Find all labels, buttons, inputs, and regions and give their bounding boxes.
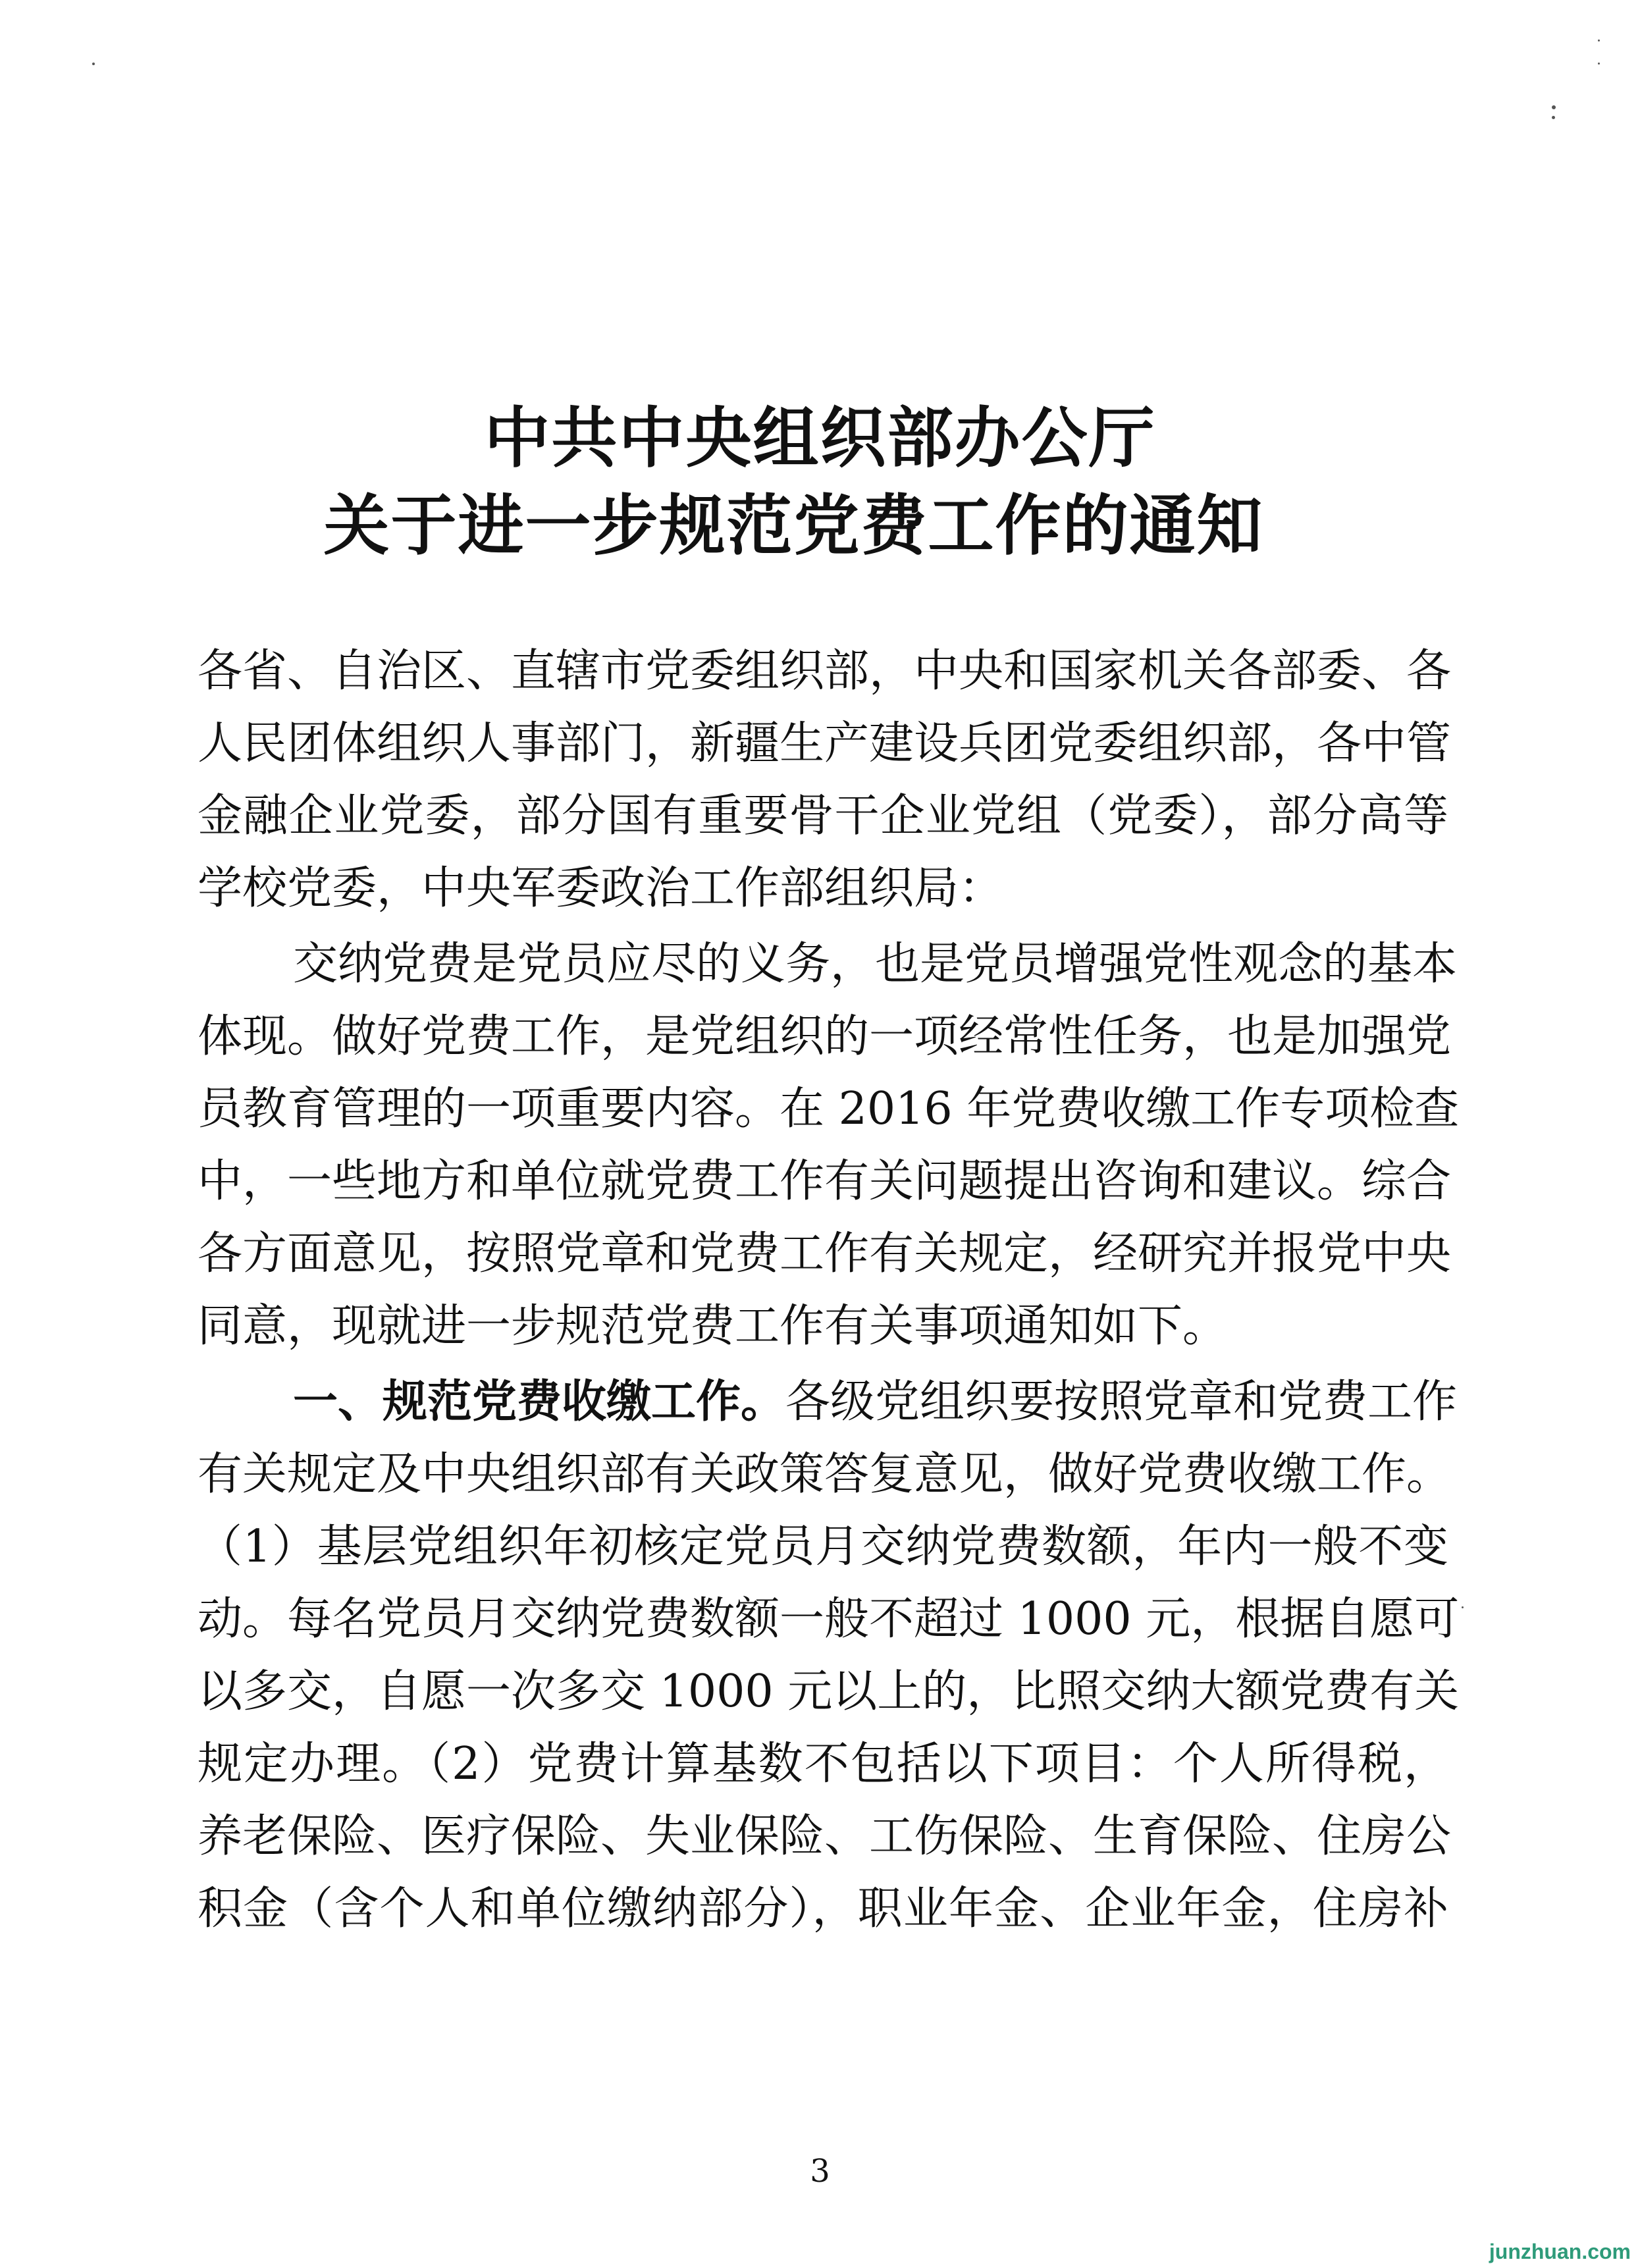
section-line: 有关规定及中央组织部有关政策答复意见，做好党费收缴工作。	[198, 1448, 1452, 1500]
watermark-text: junzhuan.com	[1489, 2240, 1631, 2263]
scan-speck	[92, 63, 95, 65]
section-1-first-line	[293, 1366, 1458, 1438]
paragraph-line: 各方面意见，按照党章和党费工作有关规定，经研究并报党中央	[198, 1228, 1452, 1280]
paragraph-line: 同意，现就进一步规范党费工作有关事项通知如下。	[198, 1300, 1228, 1352]
section-1-heading: 一、规范党费收缴工作。	[293, 1376, 786, 1428]
section-1-text: 各级党组织要按照党章和党费工作	[785, 1376, 1458, 1428]
addressee-line: 人民团体组织人事部门，新疆生产建设兵团党委组织部，各中管	[198, 718, 1452, 770]
paragraph-line: 交纳党费是党员应尽的义务，也是党员增强党性观念的基本	[293, 938, 1458, 990]
page-number: 3	[810, 2153, 830, 2190]
paragraph-line: 中，一些地方和单位就党费工作有关问题提出咨询和建议。综合	[198, 1155, 1452, 1207]
scan-speck	[1552, 105, 1556, 109]
section-line: 积金（含个人和单位缴纳部分），职业年金、企业年金，住房补	[198, 1883, 1448, 1935]
section-line: 动。每名党员月交纳党费数额一般不超过 1000 元，根据自愿可	[198, 1593, 1460, 1645]
addressee-line: 各省、自治区、直辖市党委组织部，中央和国家机关各部委、各	[198, 645, 1452, 697]
addressee-line: 金融企业党委，部分国有重要骨干企业党组（党委），部分高等	[198, 790, 1448, 842]
document-title-line-1: 中共中央组织部办公厅	[484, 400, 1156, 477]
scan-speck	[1462, 1606, 1464, 1608]
document-title-line-2: 关于进一步规范党费工作的通知	[323, 487, 1264, 564]
paragraph-line: 员教育管理的一项重要内容。在 2016 年党费收缴工作专项检查	[198, 1083, 1460, 1135]
section-line: （1）基层党组织年初核定党员月交纳党费数额，年内一般不变	[198, 1521, 1448, 1573]
section-line: 以多交，自愿一次多交 1000 元以上的，比照交纳大额党费有关	[198, 1666, 1460, 1718]
addressee-line: 学校党委，中央军委政治工作部组织局：	[198, 862, 1004, 914]
scan-speck	[1552, 116, 1555, 119]
scan-speck	[1598, 40, 1600, 41]
section-line: 规定办理。（2）党费计算基数不包括以下项目：个人所得税，	[198, 1738, 1448, 1790]
scan-speck	[1598, 63, 1600, 65]
paragraph-line: 体现。做好党费工作，是党组织的一项经常性任务，也是加强党	[198, 1011, 1452, 1063]
section-line: 养老保险、医疗保险、失业保险、工伤保险、生育保险、住房公	[198, 1810, 1452, 1862]
